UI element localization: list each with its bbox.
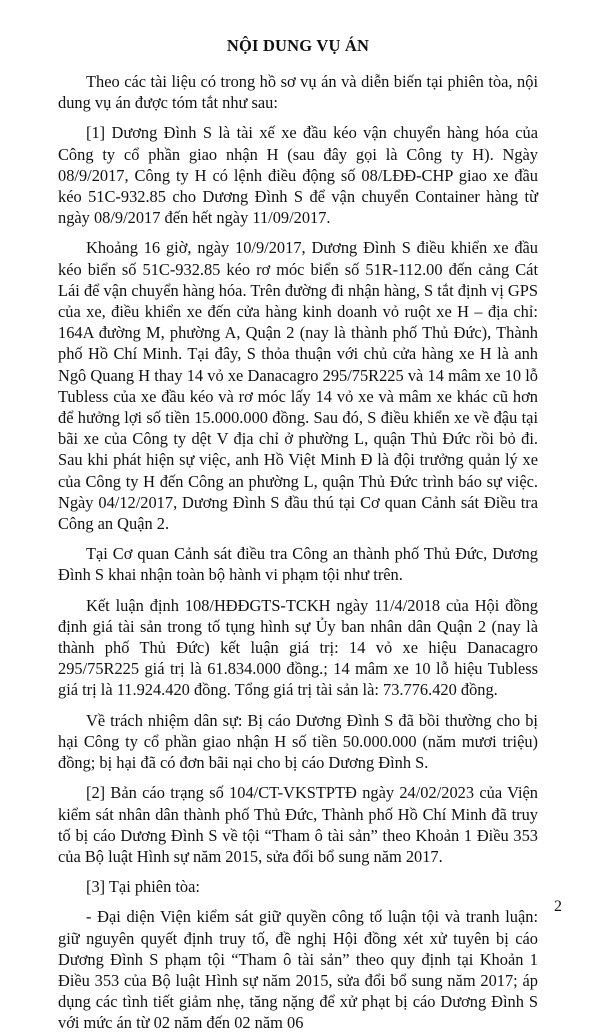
paragraph-incident: Khoảng 16 giờ, ngày 10/9/2017, Dương Đình S điều khiển xe đầu kéo biển số 51C-932.85 kéo rơ móc biển số 51R-112.00 đến cảng Cát Lái để vận chuyển hàng hóa. Trên đường đi nhận hàng, S tắt định vị GPS của xe, điều khiển xe đến cửa hàng kinh doanh vỏ ruột xe H – địa chỉ: 164A đường M, phường A, Quận 2 (nay là thành phố Thủ Đức), Thành phố Hồ Chí Minh. Tại đây, S thỏa thuận với chủ cửa hàng xe H là anh Ngô Quang H thay 14 vỏ xe Danacagro 295/75R225 và 14 mâm xe 10 lỗ Tubless của xe đầu kéo và rơ móc lấy 14 vỏ xe và mâm xe khác cũ hơn để hưởng lợi số tiền 15.000.000 đồng. Sau đó, S điều khiển xe về đậu tại bãi xe của Công ty dệt V địa chỉ ở phường L, quận Thủ Đức rồi bỏ đi. Sau khi phát hiện sự việc, anh Hồ Việt Minh Đ là đội trưởng quản lý xe của Công ty H đến Công an phường L, quận Thủ Đức trình báo sự việc. Ngày 04/12/2017, Dương Đình S đầu thú tại Cơ quan Cảnh sát Điều tra Công an Quận 2. bbox=[58, 238, 538, 534]
paragraph-intro: Theo các tài liệu có trong hồ sơ vụ án và diễn biến tại phiên tòa, nội dung vụ án được tóm tắt như sau: bbox=[58, 72, 538, 113]
paragraph-2-indictment: [2] Bản cáo trạng số 104/CT-VKSTPTĐ ngày 24/02/2023 của Viện kiểm sát nhân dân thành phố Thủ Đức, Thành phố Hồ Chí Minh đã truy tố bị cáo Dương Đình S về tội “Tham ô tài sản” theo Khoản 1 Điều 353 của Bộ luật Hình sự năm 2015, sửa đổi bổ sung năm 2017. bbox=[58, 783, 538, 866]
paragraph-valuation: Kết luận định 108/HĐĐGTS-TCKH ngày 11/4/2018 của Hội đồng định giá tài sản trong tố tụng hình sự Ủy ban nhân dân Quận 2 (nay là thành phố Thủ Đức) kết luận giá trị: 14 vỏ xe hiệu Danacagro 295/75R225 giá trị là 61.834.000 đồng.; 14 mâm xe 10 lỗ hiệu Tubless giá trị là 11.924.420 đồng. Tổng giá trị tài sản là: 73.776.420 đồng. bbox=[58, 595, 538, 700]
document-page bbox=[58, 34, 538, 1034]
paragraph-civil-liability: Về trách nhiệm dân sự: Bị cáo Dương Đình S đã bồi thường cho bị hại Công ty cổ phần giao nhận H số tiền 50.000.000 (năm mươi triệu) đồng; bị hại đã có đơn bãi nại cho bị cáo Dương Đình S. bbox=[58, 710, 538, 773]
page-title: NỘI DUNG VỤ ÁN bbox=[226, 36, 370, 55]
paragraph-3-heading: [3] Tại phiên tòa: bbox=[86, 877, 200, 897]
page-number: 2 bbox=[554, 898, 562, 915]
paragraph-prosecutor: - Đại diện Viện kiểm sát giữ quyền công tố luận tội và tranh luận: giữ nguyên quyết định truy tố, đề nghị Hội đồng xét xử tuyên bị cáo Dương Đình S phạm tội “Tham ô tài sản” theo quy định tại Khoản 1 Điều 353 của Bộ luật Hình sự năm 2015, sửa đổi bổ sung năm 2017; áp dụng các tình tiết giảm nhẹ, tăng nặng để xử phạt bị cáo Dương Đình S với mức án từ 02 năm đến 02 năm 06 bbox=[58, 907, 538, 1033]
paragraph-confession: Tại Cơ quan Cảnh sát điều tra Công an thành phố Thủ Đức, Dương Đình S khai nhận toàn bộ hành vi phạm tội như trên. bbox=[58, 544, 538, 585]
paragraph-1: [1] Dương Đình S là tài xế xe đầu kéo vận chuyển hàng hóa của Công ty cổ phần giao nhận H (sau đây gọi là Công ty H). Ngày 08/9/2017, Công ty H có lệnh điều động số 08/LĐĐ-CHP giao xe đầu kéo 51C-932.85 cho Dương Đình S để vận chuyển Container hàng từ ngày 08/9/2017 đến hết ngày 11/09/2017. bbox=[58, 123, 538, 228]
